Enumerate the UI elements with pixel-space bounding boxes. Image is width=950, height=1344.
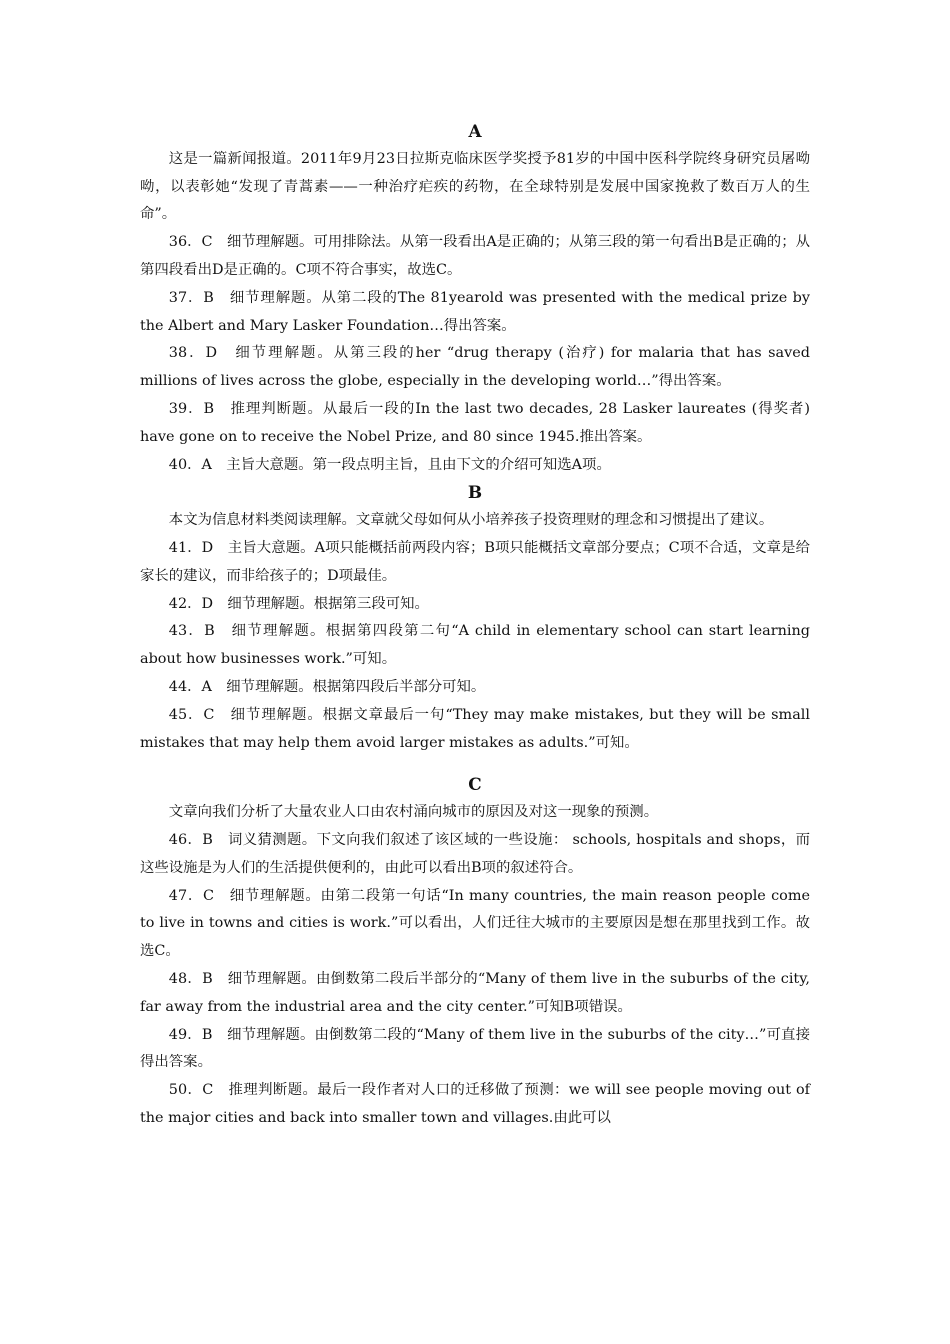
- answer-48: 48．B 细节理解题。由倒数第二段后半部分的“Many of them live in the suburbs of the city, far away from the industrial area and the city center.”可知B项错误。: [140, 970, 810, 1015]
- section-spacer: [140, 757, 810, 771]
- answer-50: 50．C 推理判断题。最后一段作者对人口的迁移做了预测：we will see people moving out of the major cities and back into smaller town and villages.由此可以: [140, 1082, 810, 1126]
- answer-40: 40．A 主旨大意题。第一段点明主旨，且由下文的介绍可知选A项。: [168, 456, 611, 473]
- answer-43: 43．B 细节理解题。根据第四段第二句“A child in elementary school can start learning about how businesses work.”可知。: [140, 623, 810, 668]
- answer-41: 41．D 主旨大意题。A项只能概括前两段内容；B项只能概括文章部分要点；C项不合适，文章是给家长的建议，而非给孩子的；D项最佳。: [140, 539, 810, 584]
- answer-42: 42．D 细节理解题。根据第三段可知。: [168, 595, 429, 612]
- answer-46: 46．B 词义猜测题。下文向我们叙述了该区域的一些设施： schools, hospitals and shops，而这些设施是为人们的生活提供便利的，由此可以看出B项的叙述符合。: [140, 831, 810, 876]
- section-b-heading: B: [467, 482, 483, 503]
- answer-36: 36．C 细节理解题。可用排除法。从第一段看出A是正确的；从第三段的第一句看出B是正确的；从第四段看出D是正确的。C项不符合事实，故选C。: [140, 234, 810, 278]
- section-b-intro: 本文为信息材料类阅读理解。文章就父母如何从小培养孩子投资理财的理念和习惯提出了建议。: [168, 512, 774, 529]
- section-a-heading: A: [468, 121, 482, 141]
- answer-47: 47．C 细节理解题。由第二段第一句话“In many countries, the main reason people come to live in towns and cities is work.”可以看出，人们迁往大城市的主要原因是想在那里找到工作。故选C。: [140, 887, 810, 960]
- answer-38: 38．D 细节理解题。从第三段的her “drug therapy (治疗) for malaria that has saved millions of lives across the globe, especially in the developing world…”得出答案。: [140, 345, 810, 390]
- answer-39: 39．B 推理判断题。从最后一段的In the last two decades, 28 Lasker laureates (得奖者) have gone on to receive the Nobel Prize, and 80 since 1945.推出答案。: [140, 400, 810, 445]
- section-c-heading: C: [468, 774, 482, 795]
- answer-44: 44．A 细节理解题。根据第四段后半部分可知。: [168, 678, 486, 695]
- answer-document: [140, 118, 810, 1133]
- answer-37: 37．B 细节理解题。从第二段的The 81yearold was presented with the medical prize by the Albert and Mary Lasker Foundation…得出答案。: [140, 289, 810, 334]
- section-c-intro: 文章向我们分析了大量农业人口由农村涌向城市的原因及对这一现象的预测。: [168, 804, 659, 821]
- answer-45: 45．C 细节理解题。根据文章最后一句“They may make mistakes, but they will be small mistakes that may help them avoid larger mistakes as adults.”可知。: [140, 706, 810, 751]
- answer-49: 49．B 细节理解题。由倒数第二段的“Many of them live in the suburbs of the city…”可直接得出答案。: [140, 1026, 810, 1071]
- section-a-intro: 这是一篇新闻报道。2011年9月23日拉斯克临床医学奖授予81岁的中国中医科学院终身研究员屠呦呦，以表彰她“发现了青蒿素——一种治疗疟疾的药物，在全球特别是发展中国家挽救了数百万人的生命”。: [140, 150, 810, 223]
